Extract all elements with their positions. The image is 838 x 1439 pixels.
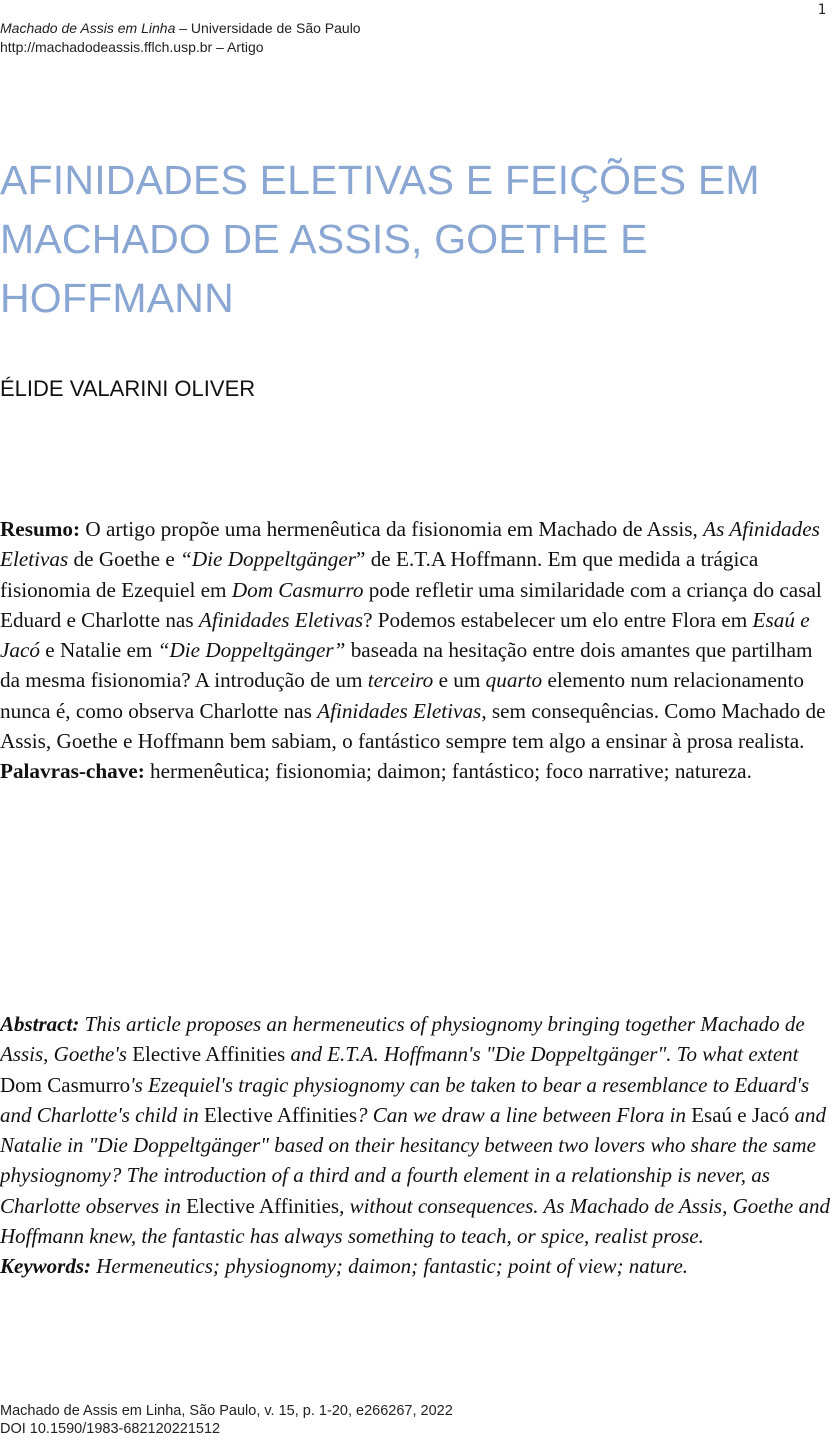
resumo-text: baseada na hesitação entre dois amantes que partilham da mesma fisionomia? A introdução de um xyxy=(0,638,813,693)
palavras-chave-paragraph xyxy=(0,756,830,786)
resumo-text: ” de E.T.A Hoffmann. Em que medida a trágica fisionomia de Ezequiel em xyxy=(0,547,759,602)
keywords-text: Hermeneutics; physiognomy; daimon; fantastic; point of view; nature. xyxy=(91,1254,689,1279)
resumo-italic: terceiro xyxy=(367,668,434,693)
resumo-italic: Dom Casmurro xyxy=(231,577,364,602)
journal-url[interactable]: http://machadodeassis.fflch.usp.br xyxy=(0,39,213,55)
abstract-label: Abstract: xyxy=(0,1012,80,1036)
resumo-section xyxy=(0,514,830,787)
abstract-upright-title: Esaú e Jacó xyxy=(691,1102,790,1127)
resumo-text: elemento num relacionamento nunca é, como observa Charlotte nas xyxy=(0,668,804,723)
abstract-upright-title: Elective Affinities xyxy=(132,1042,286,1067)
page-number: 1 xyxy=(817,2,826,18)
resumo-italic: quarto xyxy=(485,668,543,693)
abstract-upright-title: Dom Casmurro xyxy=(0,1072,131,1097)
resumo-text: de Goethe e xyxy=(68,547,181,572)
journal-name: Machado de Assis em Linha xyxy=(0,20,176,36)
abstract-text: ? Can we draw a line between Flora in xyxy=(357,1102,692,1127)
section-label: – Artigo xyxy=(212,39,264,55)
resumo-italic: Afinidades Eletivas xyxy=(198,607,364,632)
header-line-1 xyxy=(0,19,361,38)
author-name: ÉLIDE VALARINI OLIVER xyxy=(0,376,256,401)
resumo-text: pode refletir uma similaridade com a criança do casal Eduard e Charlotte nas xyxy=(0,577,822,632)
keywords-label: Keywords: xyxy=(0,1254,91,1279)
doi-line[interactable]: DOI 10.1590/1983-682120221512 xyxy=(0,1421,221,1437)
institution-name: – Universidade de São Paulo xyxy=(175,20,361,36)
resumo-italic: As Afinidades Eletivas xyxy=(0,517,820,572)
resumo-text: O artigo propõe uma hermenêutica da fisionomia em Machado de Assis, xyxy=(80,517,704,541)
palavras-chave-text: hermenêutica; fisionomia; daimon; fantástico; foco narrative; natureza. xyxy=(144,759,752,784)
abstract-section xyxy=(0,1009,830,1282)
abstract-upright-title: Elective Affinities xyxy=(186,1193,340,1218)
abstract-text: and E.T.A. Hoffmann's "Die Doppeltgänger". To what extent xyxy=(285,1042,799,1067)
keywords-paragraph xyxy=(0,1251,830,1281)
resumo-text: ? Podemos estabelecer um elo entre Flora em xyxy=(363,607,753,632)
resumo-italic: “Die Doppeltgänger” xyxy=(157,638,346,663)
header-line-2 xyxy=(0,38,361,57)
running-header xyxy=(0,19,361,57)
resumo-text: e um xyxy=(433,668,486,693)
abstract-upright-title: Elective Affinities xyxy=(204,1102,357,1127)
abstract-text: This article proposes an hermeneutics of physiognomy bringing together Machado de Assis, Goethe's xyxy=(0,1012,805,1067)
page-footer xyxy=(0,1402,453,1438)
resumo-italic: Afinidades Eletivas xyxy=(317,698,482,723)
resumo-text: , sem consequências. Como Machado de Assis, Goethe e Hoffmann bem sabiam, o fantástico sempre tem algo a ensinar à prosa realista. xyxy=(0,698,826,754)
abstract-text: 's Ezequiel's tragic physiognomy can be taken to bear a resemblance to Eduard's and Charlotte's child in xyxy=(0,1072,810,1127)
article-title: AFINIDADES ELETIVAS E FEIÇÕES EM MACHADO DE ASSIS, GOETHE E HOFFMANN xyxy=(0,157,760,321)
palavras-chave-label: Palavras-chave: xyxy=(0,759,145,784)
abstract-paragraph xyxy=(0,1009,830,1251)
resumo-italic: Esaú e Jacó xyxy=(0,607,810,663)
abstract-text: , without consequences. As Machado de Assis, Goethe and Hoffmann knew, the fantastic has always something to teach, or spice, realist prose. xyxy=(0,1193,830,1249)
citation-line: Machado de Assis em Linha, São Paulo, v. 15, p. 1-20, e266267, 2022 xyxy=(0,1403,453,1419)
resumo-text: e Natalie em xyxy=(40,638,158,663)
resumo-paragraph xyxy=(0,514,830,756)
abstract-text: and Natalie in "Die Doppeltgänger" based on their hesitancy between two lovers who share the same physiognomy? The introduction of a third and a fourth element in a relationship is never, as Charlotte observes in xyxy=(0,1102,826,1218)
resumo-italic: “Die Doppeltgänger xyxy=(180,547,356,572)
resumo-label: Resumo: xyxy=(0,517,81,541)
